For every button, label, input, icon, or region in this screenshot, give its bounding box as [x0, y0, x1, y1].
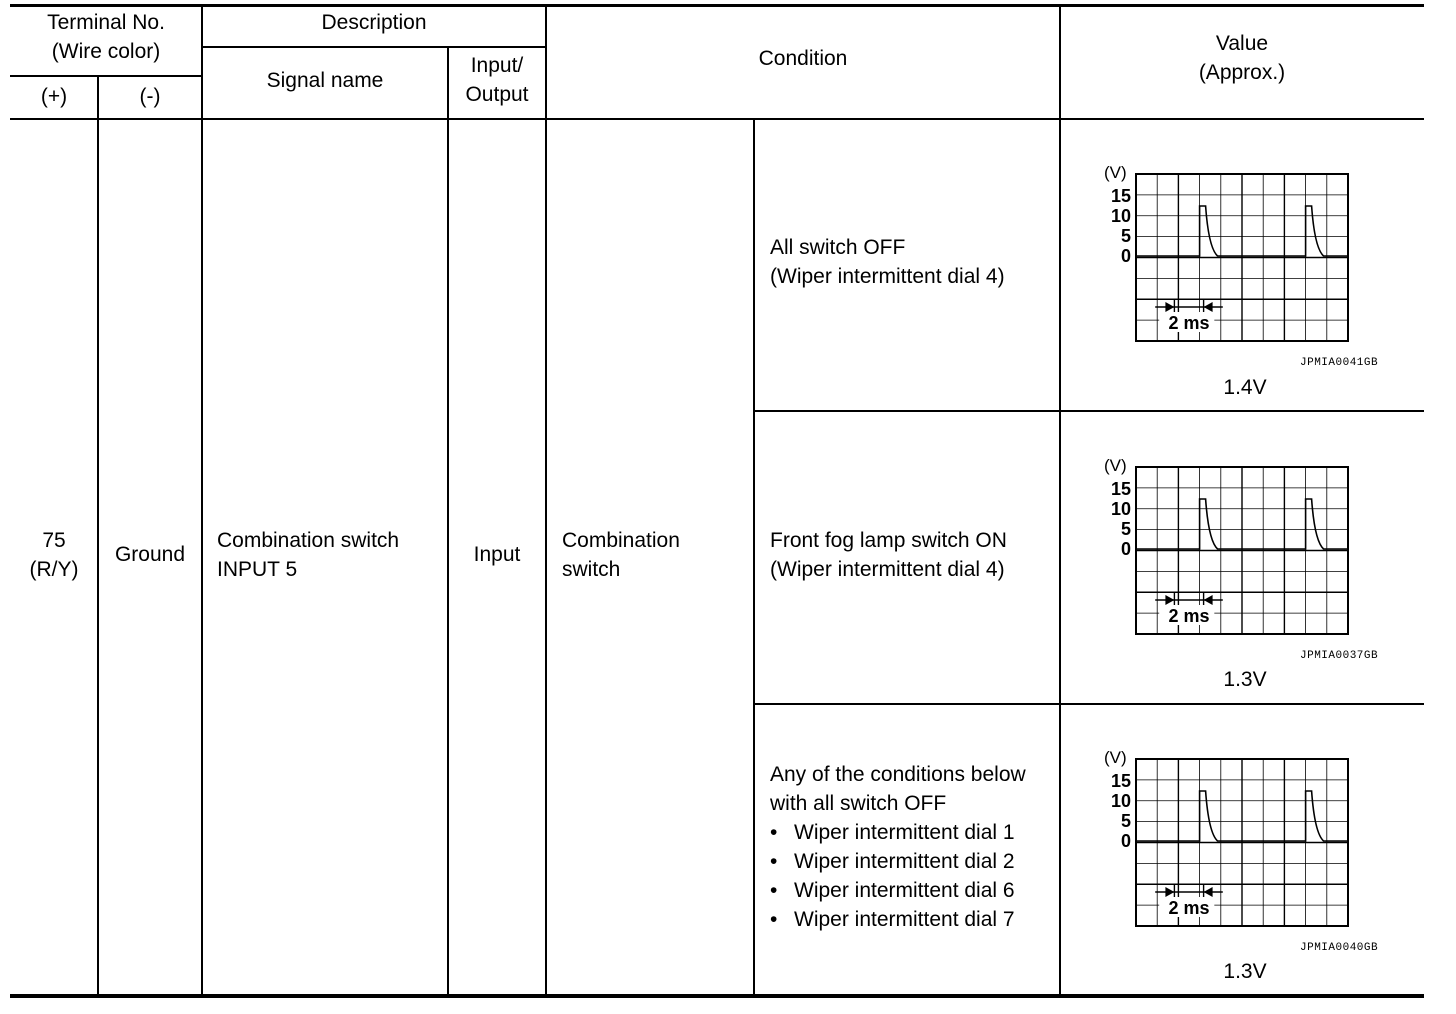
condition-main-line-2: switch: [562, 558, 621, 581]
col-divider-condition: [753, 119, 755, 996]
list-item: • Wiper intermittent dial 7: [770, 905, 1015, 934]
condition-main-line-1: Combination: [562, 529, 680, 552]
y-axis-unit: (V): [1104, 456, 1127, 475]
y-tick-label: 15: [1110, 479, 1131, 499]
signal-name-line-1: Combination switch: [217, 529, 400, 552]
figure-code-3: JPMIA0040GB: [1300, 942, 1379, 954]
table-bottom-rule: [10, 994, 1424, 998]
value-3: 1.3V: [1223, 960, 1267, 983]
time-scale-marker: [1155, 593, 1223, 626]
waveform-figure-3: [1100, 743, 1440, 983]
waveform-svg: [1100, 451, 1440, 691]
y-tick-label: 0: [1120, 246, 1131, 266]
col-divider-desc: [545, 5, 547, 996]
y-tick-label: 10: [1110, 499, 1131, 519]
terminal-plus-wire-color: (R/Y): [29, 558, 79, 581]
header-bottom-rule: [10, 118, 1424, 120]
y-tick-label: 5: [1120, 519, 1131, 539]
time-scale-label: 2 ms: [1168, 898, 1210, 918]
y-axis-unit: (V): [1104, 748, 1127, 767]
y-axis-unit: (V): [1104, 163, 1127, 182]
col-divider-value: [1059, 5, 1061, 996]
header-value-1: Value: [1215, 32, 1269, 55]
subrow-rule-2: [754, 703, 1424, 705]
list-item: • Wiper intermittent dial 2: [770, 847, 1015, 876]
y-tick-label: 15: [1110, 771, 1131, 791]
waveform-svg: [1100, 743, 1440, 983]
terminal-minus: Ground: [114, 543, 186, 566]
time-scale-label: 2 ms: [1168, 606, 1210, 626]
value-1: 1.4V: [1223, 376, 1267, 399]
col-divider-terminal: [201, 5, 203, 996]
header-minus: (-): [139, 85, 161, 108]
y-tick-label: 10: [1110, 206, 1131, 226]
value-2: 1.3V: [1223, 668, 1267, 691]
time-scale-label: 2 ms: [1168, 313, 1210, 333]
subrow-3-condition-line-1: Any of the conditions below: [770, 763, 1026, 786]
time-scale-marker: [1155, 300, 1223, 333]
y-tick-label: 5: [1120, 811, 1131, 831]
y-tick-label: 10: [1110, 791, 1131, 811]
header-terminal-no: Terminal No.: [47, 11, 165, 34]
subrow-1-condition-line-2: (Wiper intermittent dial 4): [770, 265, 1005, 288]
y-tick-label: 0: [1120, 539, 1131, 559]
list-item: • Wiper intermittent dial 6: [770, 876, 1015, 905]
header-desc-rule: [202, 46, 546, 48]
header-signal-name: Signal name: [266, 69, 384, 92]
signal-name-line-2: INPUT 5: [217, 558, 298, 581]
io-value: Input: [473, 543, 521, 566]
header-plus: (+): [40, 85, 68, 108]
y-tick-label: 15: [1110, 186, 1131, 206]
header-terminal-rule: [10, 75, 202, 77]
y-tick-label: 5: [1120, 226, 1131, 246]
subrow-rule-1: [754, 410, 1424, 412]
subrow-2-condition-line-1: Front fog lamp switch ON: [770, 529, 1007, 552]
subrow-3-bullet-list: [770, 818, 1015, 934]
table-top-rule: [10, 4, 1424, 7]
time-scale-marker: [1155, 885, 1223, 918]
figure-code-1: JPMIA0041GB: [1300, 357, 1379, 369]
subrow-3-condition-line-2: with all switch OFF: [770, 792, 947, 815]
header-wire-color: (Wire color): [51, 40, 161, 63]
header-input-output-1: Input/: [470, 54, 524, 77]
subrow-1-condition-line-1: All switch OFF: [770, 236, 906, 259]
header-description: Description: [321, 11, 427, 34]
y-tick-label: 0: [1120, 831, 1131, 851]
header-input-output-2: Output: [465, 83, 529, 106]
waveform-svg: [1100, 158, 1440, 398]
col-divider-signal: [447, 47, 449, 996]
waveform-figure-1: [1100, 158, 1440, 398]
waveform-figure-2: [1100, 451, 1440, 691]
figure-code-2: JPMIA0037GB: [1300, 650, 1379, 662]
header-value-2: (Approx.): [1198, 61, 1286, 84]
terminal-plus-number: 75: [42, 529, 66, 552]
header-condition: Condition: [758, 47, 848, 70]
list-item: • Wiper intermittent dial 1: [770, 818, 1015, 847]
subrow-2-condition-line-2: (Wiper intermittent dial 4): [770, 558, 1005, 581]
